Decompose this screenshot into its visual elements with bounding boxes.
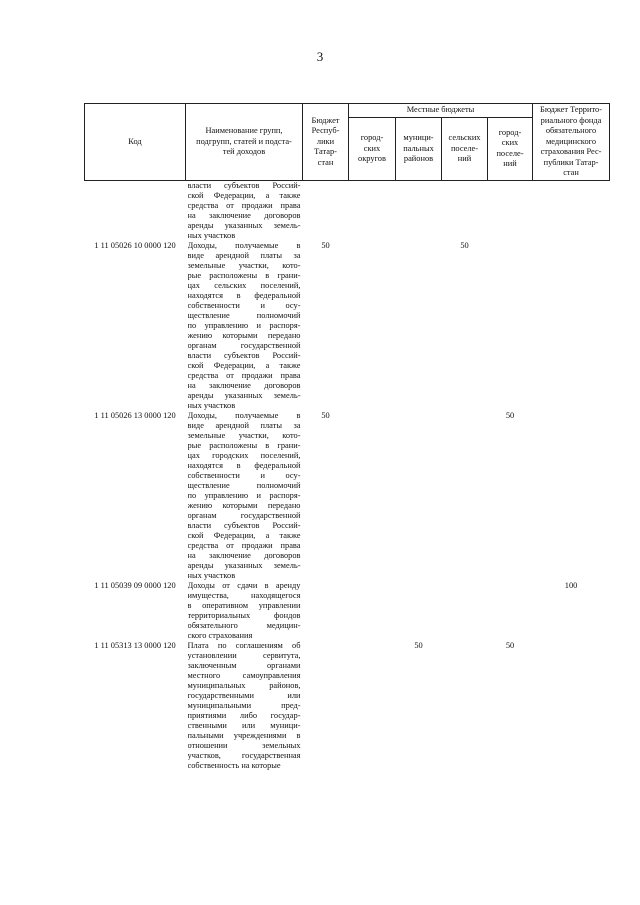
header-urban-districts — [349, 118, 396, 180]
description-line: пальными учреждениями в — [187, 730, 301, 740]
urban-districts-share — [349, 581, 396, 641]
municipal-districts-share — [396, 411, 442, 581]
urban-districts-share — [349, 641, 396, 771]
header-line: медицинского — [546, 136, 597, 146]
header-republic-budget — [303, 104, 349, 181]
description-line: ных участков — [187, 570, 236, 580]
description-line: находятся в федеральной — [187, 290, 301, 300]
header-line: районов — [403, 154, 434, 164]
description-line: аренды указанных земель- — [187, 390, 301, 400]
description-line: ской Федерации, а также — [187, 530, 301, 540]
description-line: цах городских поселений, — [187, 450, 301, 460]
description-line: Доходы, получаемые в — [187, 410, 301, 420]
table-row — [85, 180, 610, 241]
header-line: поселе- — [450, 143, 479, 153]
description-line: обязательного медицин- — [187, 620, 301, 630]
description-line: власти субъектов Россий- — [187, 350, 301, 360]
description-line: по управлению и распоря- — [187, 490, 301, 500]
header-line: стан — [317, 157, 334, 167]
urban-settlements-share: 50 — [505, 640, 515, 650]
description-line: ных участков — [187, 230, 236, 240]
header-line: Наименование групп, — [205, 126, 283, 135]
header-line: ний — [457, 154, 472, 164]
republic-budget-share — [303, 180, 349, 241]
description-line: земельные участки, кото- — [187, 430, 301, 440]
description-line: установлении сервитута, — [187, 650, 301, 660]
rural-settlements-share — [442, 411, 488, 581]
description-line: муниципальными пред- — [187, 700, 301, 710]
description-line: ственными или муници- — [187, 720, 301, 730]
rural-settlements-share — [442, 581, 488, 641]
header-line: лики — [316, 136, 335, 146]
revenue-description — [186, 581, 303, 641]
description-line: ской Федерации, а также — [187, 190, 301, 200]
header-line: город- — [360, 133, 384, 143]
header-line: Бюджет — [311, 115, 340, 125]
rural-settlements-share — [442, 180, 488, 241]
header-line: пальных — [403, 143, 434, 153]
header-line: Бюджет Террито- — [540, 105, 602, 114]
urban-districts-share — [349, 241, 396, 411]
urban-settlements-share — [488, 581, 533, 641]
description-line: по управлению и распоря- — [187, 320, 301, 330]
tfoms-budget-share — [533, 641, 610, 771]
table-body — [85, 180, 610, 771]
description-line: участков, государственная — [187, 750, 301, 760]
description-line: приятиями либо государ- — [187, 710, 301, 720]
revenue-distribution-table — [84, 103, 610, 771]
header-local-budgets: Местные бюджеты — [349, 104, 533, 118]
header-line: ских — [363, 143, 381, 153]
description-line: средства от продажи права — [187, 200, 301, 210]
description-line: власти субъектов Россий- — [187, 520, 301, 530]
rural-settlements-share: 50 — [460, 240, 469, 250]
tfoms-budget-share: 100 — [564, 580, 578, 590]
revenue-code: 1 11 05026 10 0000 120 — [94, 240, 176, 250]
header-name — [186, 104, 303, 181]
description-line: Плата по соглашениям об — [187, 640, 301, 650]
description-line: органам государственной — [187, 510, 301, 520]
revenue-description — [186, 411, 303, 581]
municipal-districts-share — [396, 581, 442, 641]
revenue-code — [85, 180, 186, 241]
header-line: обязательного — [545, 126, 597, 135]
description-line: ществление полномочий — [187, 480, 301, 490]
header-code: Код — [85, 104, 186, 181]
revenue-code: 1 11 05039 09 0000 120 — [94, 580, 176, 590]
table-row — [85, 411, 610, 581]
description-line: органам государственной — [187, 340, 301, 350]
header-line: город- — [498, 127, 522, 137]
urban-settlements-share: 50 — [505, 410, 515, 420]
header-line: Татар- — [314, 147, 337, 156]
description-line: ской Федерации, а также — [187, 360, 301, 370]
description-line: находятся в федеральной — [187, 460, 301, 470]
republic-budget-share — [303, 581, 349, 641]
header-line: страхования Рес- — [540, 147, 602, 156]
header-line: округов — [358, 154, 386, 164]
description-line: собственности и осу- — [187, 470, 301, 480]
description-line: аренды указанных земель- — [187, 560, 301, 570]
description-line: отношении земельных — [187, 740, 301, 750]
description-line: заключенным органами — [187, 660, 301, 670]
tfoms-budget-share — [533, 411, 610, 581]
description-line: жению которыми передано — [187, 330, 301, 340]
revenue-code: 1 11 05313 13 0000 120 — [94, 640, 176, 650]
header-line: поселе- — [496, 148, 524, 158]
urban-settlements-share — [488, 180, 533, 241]
description-line: муниципальных районов, — [187, 680, 301, 690]
description-line: Доходы от сдачи в аренду — [187, 580, 301, 590]
description-line: аренды указанных земель- — [187, 220, 301, 230]
description-line: собственности и осу- — [187, 300, 301, 310]
header-line: Респуб- — [311, 126, 340, 135]
urban-districts-share — [349, 411, 396, 581]
header-urban-settlements — [488, 118, 533, 180]
description-line: виде арендной платы за — [187, 420, 301, 430]
description-line: ществление полномочий — [187, 310, 301, 320]
tfoms-budget-share — [533, 241, 610, 411]
tfoms-budget-share — [533, 180, 610, 241]
municipal-districts-share — [396, 180, 442, 241]
description-line: Доходы, получаемые в — [187, 240, 301, 250]
header-line: муници- — [403, 133, 434, 143]
header-rural-settlements — [442, 118, 488, 180]
description-line: рые расположены в грани- — [187, 440, 301, 450]
description-line: рые расположены в грани- — [187, 270, 301, 280]
description-line: на заключение договоров — [187, 380, 301, 390]
header-tfoms-budget — [533, 104, 610, 181]
header-line: публики Татар- — [543, 157, 599, 167]
header-line: стан — [563, 168, 579, 177]
description-line: средства от продажи права — [187, 370, 301, 380]
description-line: имущества, находящегося — [187, 590, 301, 600]
table-row — [85, 581, 610, 641]
header-municipal-districts — [396, 118, 442, 180]
revenue-description — [186, 641, 303, 771]
description-line: земельные участки, кото- — [187, 260, 301, 270]
description-line: власти субъектов Россий- — [187, 180, 301, 190]
urban-settlements-share — [488, 241, 533, 411]
municipal-districts-share: 50 — [414, 640, 423, 650]
header-line: риального фонда — [540, 115, 602, 125]
page-number: 3 — [316, 49, 324, 64]
revenue-description — [186, 241, 303, 411]
description-line: цах сельских поселений, — [187, 280, 301, 290]
description-line: собственность на которые — [187, 760, 281, 770]
header-line: ских — [501, 138, 519, 148]
header-line: ний — [503, 159, 517, 169]
rural-settlements-share — [442, 641, 488, 771]
republic-budget-share: 50 — [321, 410, 330, 420]
description-line: на заключение договоров — [187, 210, 301, 220]
description-line: ского страхования — [187, 630, 253, 640]
description-line: виде арендной платы за — [187, 250, 301, 260]
municipal-districts-share — [396, 241, 442, 411]
description-line: ных участков — [187, 400, 236, 410]
description-line: на заключение договоров — [187, 550, 301, 560]
description-line: средства от продажи права — [187, 540, 301, 550]
republic-budget-share: 50 — [321, 240, 330, 250]
table-row — [85, 641, 610, 771]
revenue-code: 1 11 05026 13 0000 120 — [94, 410, 176, 420]
republic-budget-share — [303, 641, 349, 771]
description-line: территориальных фондов — [187, 610, 301, 620]
table-header — [85, 104, 610, 181]
urban-districts-share — [349, 180, 396, 241]
table-row — [85, 241, 610, 411]
description-line: в оперативном управлении — [187, 600, 301, 610]
description-line: жению которыми передано — [187, 500, 301, 510]
description-line: государственными или — [187, 690, 301, 700]
header-line: подгрупп, статей и подста- — [196, 136, 292, 146]
description-line: местного самоуправления — [187, 670, 301, 680]
header-line: сельских — [448, 133, 481, 143]
revenue-description — [186, 180, 303, 241]
header-line: тей доходов — [222, 147, 266, 156]
